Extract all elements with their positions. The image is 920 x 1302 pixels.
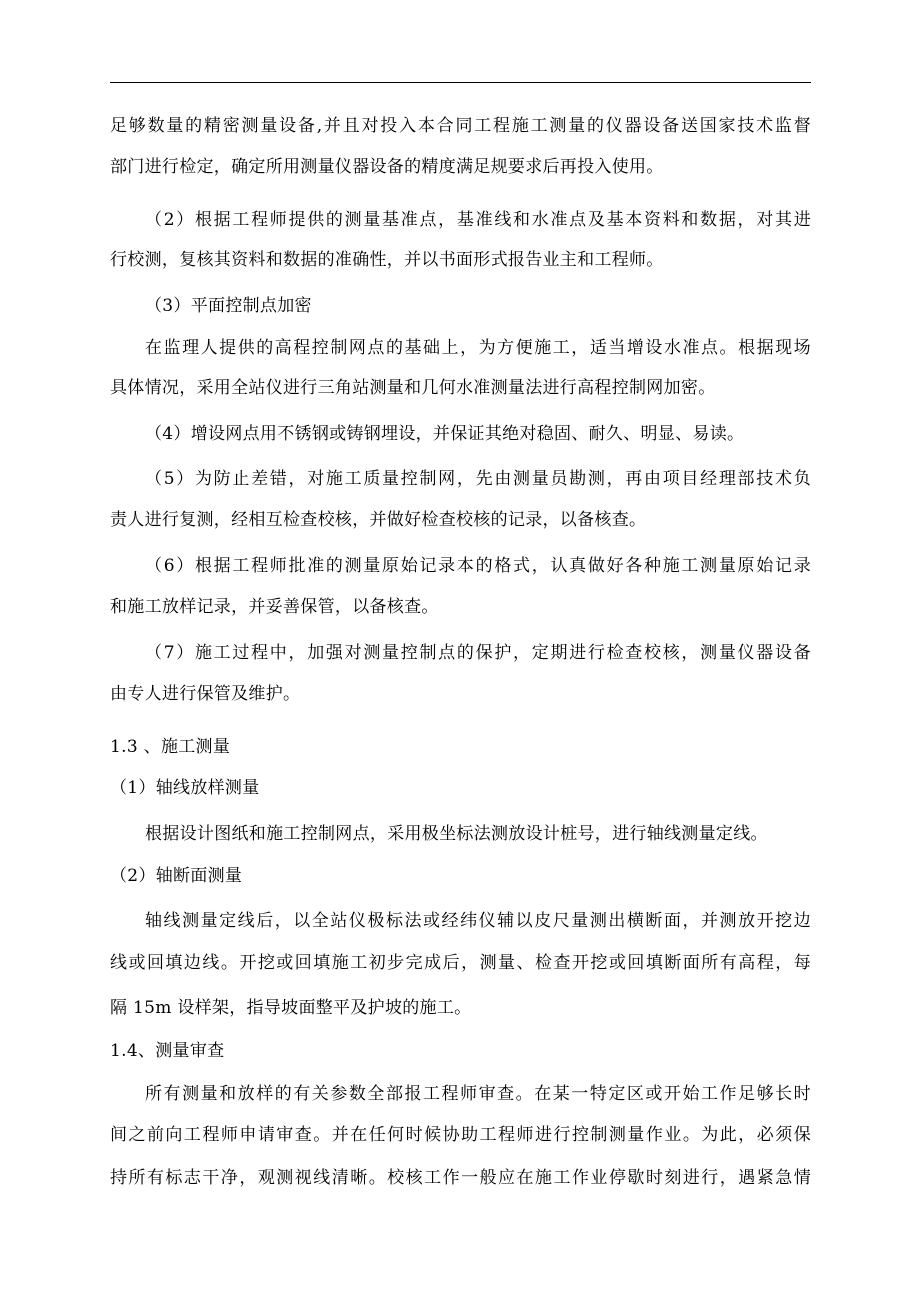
paragraph-line: 和施工放样记录，并妥善保管，以备核查。: [110, 597, 439, 617]
paragraph-line: 线或回填边线。开挖或回填施工初步完成后，测量、检查开挖或回填断面所有高程，每: [110, 953, 811, 973]
paragraph-line: （7）施工过程中，加强对测量控制点的保护，定期进行检查校核，测量仪器设备: [145, 643, 811, 663]
paragraph-line: 具体情况，采用全站仪进行三角站测量和几何水准测量法进行高程控制网加密。: [110, 378, 716, 398]
paragraph-line: 隔 15m 设样架，指导坡面整平及护坡的施工。: [110, 998, 472, 1018]
paragraph-line: 在监理人提供的高程控制网点的基础上，为方便施工，适当增设水准点。根据现场: [145, 338, 811, 358]
header-rule: [110, 82, 811, 83]
paragraph-line: 所有测量和放样的有关参数全部报工程师审查。在某一特定区或开始工作足够长时: [145, 1084, 811, 1104]
paragraph-line: 责人进行复测，经相互检查校核，并做好检查校核的记录，以备核查。: [110, 510, 647, 530]
paragraph-line: （4）增设网点用不锈钢或铸钢埋设，并保证其绝对稳固、耐久、明显、易读。: [145, 424, 745, 444]
paragraph-line: （3）平面控制点加密: [145, 296, 312, 316]
section-heading: 1.3 、施工测量: [110, 737, 231, 757]
paragraph-line: （6）根据工程师批准的测量原始记录本的格式，认真做好各种施工测量原始记录: [145, 556, 811, 576]
paragraph-line: 行校测，复核其资料和数据的准确性，并以书面形式报告业主和工程师。: [110, 250, 664, 270]
subsection-heading: （2）轴断面测量: [110, 866, 243, 886]
paragraph-line: 足够数量的精密测量设备,并且对投入本合同工程施工测量的仪器设备送国家技术监督: [110, 116, 811, 136]
paragraph-line: 部门进行检定，确定所用测量仪器设备的精度满足规要求后再投入使用。: [110, 157, 664, 177]
paragraph-line: 持所有标志干净，观测视线清晰。校核工作一般应在施工作业停歇时刻进行，遇紧急情: [110, 1168, 811, 1188]
paragraph-line: （5）为防止差错，对施工质量控制网，先由测量员勘测，再由项目经理部技术负: [145, 469, 811, 489]
paragraph-line: 轴线测量定线后，以全站仪极标法或经纬仪辅以皮尺量测出横断面，并测放开挖边: [145, 911, 811, 931]
subsection-heading: （1）轴线放样测量: [110, 778, 260, 798]
paragraph-line: 间之前向工程师申请审查。并在任何时候协助工程师进行控制测量作业。为此，必须保: [110, 1125, 811, 1145]
paragraph-line: 根据设计图纸和施工控制网点，采用极坐标法测放设计桩号，进行轴线测量定线。: [145, 824, 768, 844]
paragraph-line: 由专人进行保管及维护。: [110, 684, 301, 704]
paragraph-line: （2）根据工程师提供的测量基准点，基准线和水准点及基本资料和数据，对其进: [145, 210, 811, 230]
section-heading: 1.4、测量审查: [110, 1041, 225, 1061]
